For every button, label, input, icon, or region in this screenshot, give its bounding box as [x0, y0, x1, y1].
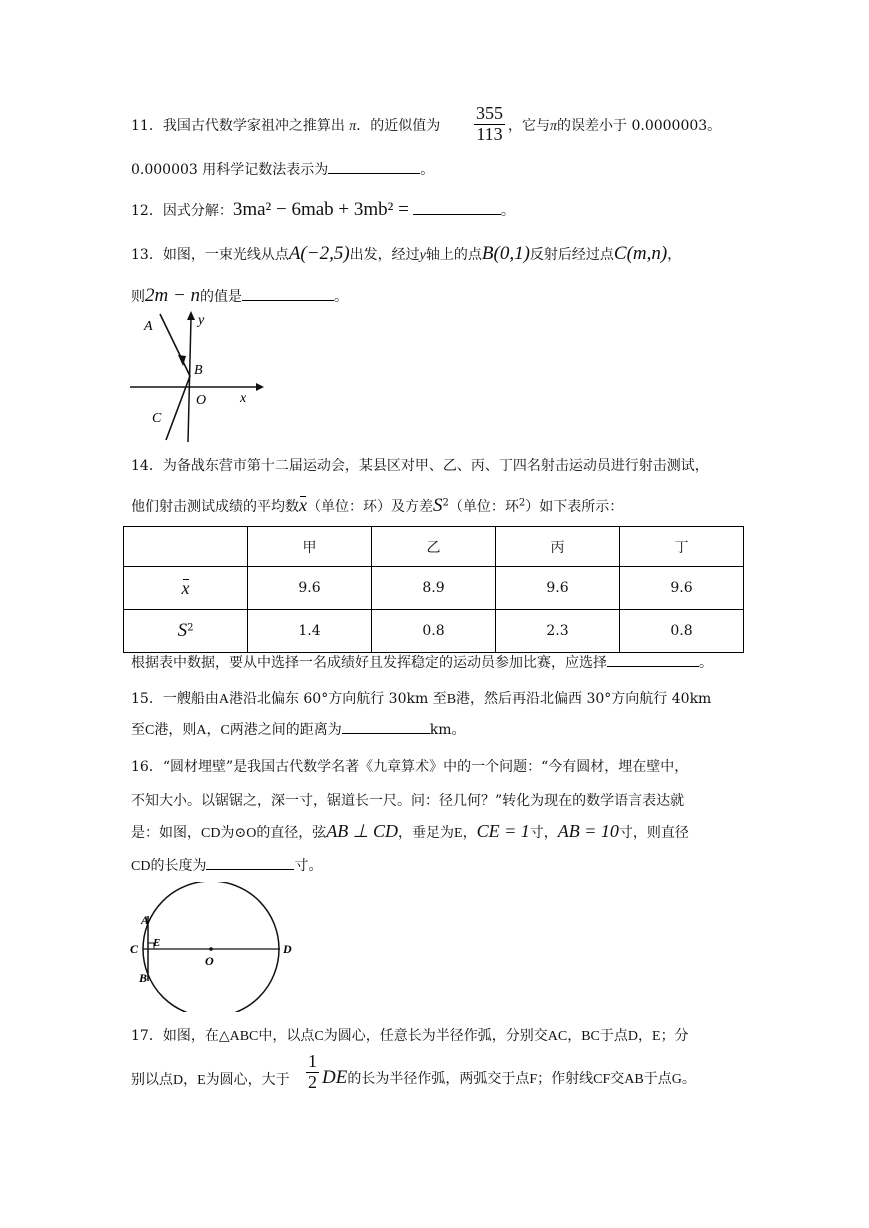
q17-line2-c: 的长为半径作弧，两弧交于点: [347, 1071, 530, 1087]
q16-text-3b: 为⊙: [220, 825, 247, 841]
q15-line2: [131, 719, 466, 739]
fig-label-b: B: [194, 363, 203, 378]
q17-g: G: [671, 1072, 682, 1087]
fig-label-c: C: [130, 942, 139, 956]
q14-text-2a: 他们射击测试成绩的平均数: [131, 499, 299, 515]
q16-text-3a: 是：如图，: [131, 825, 201, 841]
q11-pi-2: π: [550, 119, 558, 134]
q16-text-3f: 寸，: [529, 825, 558, 841]
q12-end: 。: [500, 203, 515, 219]
q17-line2-d: ；作射线: [537, 1071, 594, 1087]
q11-line2-end: 。: [420, 162, 435, 178]
q17-half-den: 2: [308, 1071, 317, 1092]
q13-expression: 2m − n: [145, 285, 201, 306]
q14-after: [131, 652, 713, 672]
q17-line2-f: 于点: [643, 1071, 672, 1087]
q13-end: 。: [334, 289, 349, 305]
table-cell: 0.8: [372, 610, 496, 653]
table-header-row: [124, 527, 744, 567]
ray-a-b: [160, 314, 190, 376]
q17-line2: [131, 1069, 290, 1089]
q16-text-3e: ，: [462, 825, 477, 841]
q15-answer-blank[interactable]: [342, 719, 430, 734]
q17-line2-e: 交: [610, 1071, 625, 1087]
table-header-bing: 丙: [496, 527, 620, 567]
fig-label-a: A: [141, 913, 150, 927]
q16-cd: CD: [201, 826, 221, 841]
q15-a: A: [218, 692, 229, 707]
q11-pi: π: [349, 119, 357, 134]
q16-line2: [131, 790, 684, 810]
q11-line1: [131, 115, 440, 135]
q17-line2-rest: [322, 1067, 696, 1089]
x-arrow-icon: [256, 383, 264, 391]
q17-de-points: D，E: [173, 1073, 206, 1088]
q17-text-d: ，: [567, 1028, 582, 1044]
q15-text-a: 15．一艘船由: [131, 691, 219, 707]
q13-text-a: 13．如图，一束光线从点: [131, 247, 289, 263]
mean-symbol: x: [181, 577, 190, 598]
q15-line2-end: km。: [429, 722, 466, 738]
q11-frac-denominator: 113: [476, 123, 503, 144]
table-cell: 9.6: [620, 567, 744, 610]
y-arrow-icon: [187, 311, 195, 320]
q11-answer-blank[interactable]: [328, 159, 420, 174]
q14-variance-symbol: S: [433, 495, 443, 516]
q15-line1: [131, 688, 711, 708]
q12-answer-blank[interactable]: [413, 200, 501, 215]
q17-line1: [131, 1025, 689, 1045]
q17-e: E: [652, 1029, 661, 1044]
fig-label-o: O: [205, 954, 214, 968]
q17-c: C: [314, 1029, 324, 1044]
q14-after-text: 根据表中数据，要从中选择一名成绩好且发挥稳定的运动员参加比赛，应选择: [131, 655, 607, 671]
q14-text-2b: （单位：环）及方差: [307, 499, 433, 515]
q14-text-1: 14．为备战东营市第十二届运动会，某县区对甲、乙、丙、丁四名射击运动员进行射击测试，: [131, 458, 709, 474]
table-row: [124, 567, 744, 610]
q14-line2: [131, 495, 623, 517]
circle-o: [143, 882, 279, 1012]
q11-text-a: 11．我国古代数学家祖冲之推算出: [131, 118, 350, 134]
q17-de: DE: [322, 1067, 348, 1088]
center-dot: [209, 947, 213, 951]
q11-line1-end: [508, 115, 721, 135]
q17-ab: AB: [624, 1072, 644, 1087]
q17-half-num: 1: [308, 1051, 317, 1071]
q13-text-e: ，: [667, 247, 682, 263]
q17-text-b: 中，以点: [258, 1028, 315, 1044]
table-cell: 0.8: [620, 610, 744, 653]
q13-text-c: 轴上的点: [425, 247, 482, 263]
q16-text-3c: 的直径，弦: [256, 825, 327, 841]
table-cell: 2.3: [496, 610, 620, 653]
q11-line2: [131, 159, 434, 179]
q13-y-axis: y: [419, 248, 426, 263]
fig-label-e: E: [153, 937, 161, 949]
q14-unit-exp: 2: [518, 497, 526, 509]
q15-line2-b: 港，则: [154, 722, 197, 738]
q13-line1: [131, 243, 681, 265]
q16-text-2: 不知大小。以锯锯之，深一寸，锯道长一尺。问：径几何？”转化为现在的数学语言表达就: [131, 793, 685, 809]
q13-point-c: C(m,n): [613, 243, 668, 264]
q16-line4: [131, 855, 322, 875]
fig-label-x: x: [240, 391, 247, 406]
fig-label-d: D: [283, 942, 292, 956]
q14-end: 。: [699, 655, 713, 671]
variance-symbol: S: [177, 620, 188, 641]
q16-cd-2: CD: [131, 859, 151, 874]
q17-text-e: 于点: [599, 1028, 628, 1044]
q17-half-fraction: [306, 1052, 319, 1093]
q14-text-2c: （单位：环: [448, 499, 519, 515]
q16-e: E: [454, 826, 463, 841]
q15-b: B: [446, 692, 457, 707]
q16-o: O: [246, 826, 257, 841]
q17-abc: ABC: [229, 1029, 259, 1044]
table-row-label-mean: [124, 567, 248, 610]
q16-text-4-end: 寸。: [294, 858, 323, 874]
q12-prefix: 12．因式分解：: [131, 203, 233, 219]
table-header-yi: 乙: [372, 527, 496, 567]
q17-line2-a: 别以点: [131, 1072, 173, 1088]
q16-line1: [131, 756, 688, 776]
q11-fraction: [474, 104, 505, 145]
fig-label-a: A: [144, 319, 153, 334]
table-header-jia: 甲: [248, 527, 372, 567]
q17-text-a: 17．如图，在△: [131, 1028, 230, 1044]
q13-point-b: B(0,1): [481, 243, 530, 264]
q17-bc: BC: [581, 1029, 600, 1044]
q13-text-d: 反射后经过点: [529, 247, 614, 263]
q13-answer-blank[interactable]: [242, 286, 334, 301]
q16-ab-perp-cd: AB ⊥ CD: [326, 821, 398, 841]
table-row: [124, 610, 744, 653]
q14-table: [123, 526, 744, 653]
fig-label-o: O: [196, 393, 207, 408]
q17-text-c: 为圆心，任意长为半径作弧，分别交: [323, 1028, 548, 1044]
q17-d: D: [627, 1029, 638, 1044]
q14-variance-exp: 2: [442, 497, 449, 509]
q16-text-3d: ，垂足为: [398, 825, 454, 841]
q15-c: C: [145, 723, 155, 738]
q14-mean-symbol: x: [299, 495, 307, 515]
table-header-empty: [124, 527, 248, 567]
q16-ab-10: AB = 10: [557, 821, 619, 841]
q11-frac-numerator: 355: [476, 103, 503, 123]
q12-line: [131, 199, 515, 221]
variance-exp: 2: [187, 622, 194, 634]
q15-text-c: 港，然后再沿北偏西 30°方向航行 40km: [456, 691, 712, 707]
table-cell: 1.4: [248, 610, 372, 653]
q17-line2-g: 。: [681, 1071, 696, 1087]
q13-figure: [128, 310, 268, 445]
q15-line2-a: 至: [131, 722, 145, 738]
q16-text-1: 16．“圆材埋壁”是我国古代数学名著《九章算术》中的一个问题：“今有圆材，埋在壁中，: [131, 759, 689, 775]
table-header-ding: 丁: [620, 527, 744, 567]
table-cell: 9.6: [248, 567, 372, 610]
q13-text-b: 出发，经过: [349, 247, 420, 263]
q17-ac: AC: [547, 1029, 568, 1044]
q17-text-g: ；分: [660, 1028, 689, 1044]
q15-text-b: 港沿北偏东 60°方向航行 30km 至: [228, 691, 447, 707]
q16-text-4b: 的长度为: [150, 858, 207, 874]
q16-answer-blank[interactable]: [206, 855, 294, 870]
q16-line3: [131, 821, 689, 842]
q12-expression: 3ma² − 6mab + 3mb² =: [232, 199, 409, 220]
table-cell: 8.9: [372, 567, 496, 610]
q11-text-c: ，它与: [508, 118, 550, 134]
q17-cf: CF: [593, 1072, 611, 1087]
q15-ac: A，C: [196, 723, 230, 738]
q17-f: F: [529, 1072, 538, 1087]
fig-label-b: B: [139, 971, 148, 985]
fig-label-c: C: [152, 411, 162, 426]
q16-text-3g: 寸，则直径: [618, 825, 689, 841]
fig-label-y: y: [198, 313, 205, 328]
q14-line1: [131, 455, 709, 475]
q13-point-a: A(−2,5): [288, 243, 350, 264]
q11-text-d: 的误差小于 0.0000003。: [557, 118, 722, 134]
q17-text-f: ，: [638, 1028, 652, 1044]
q17-line2-b: 为圆心，大于: [205, 1072, 290, 1088]
q14-answer-blank[interactable]: [607, 652, 699, 667]
table-cell: 9.6: [496, 567, 620, 610]
q13-line2-text-a: 则: [131, 289, 145, 305]
q11-text-b: ．的近似值为: [356, 118, 441, 134]
q11-line2-text: 0.000003 用科学记数法表示为: [131, 162, 329, 178]
q16-ce-1: CE = 1: [476, 821, 530, 841]
ray-b-c: [166, 376, 190, 440]
q16-figure: [128, 882, 298, 1012]
q13-line2-text-b: 的值是: [200, 289, 243, 305]
q15-line2-c: 两港之间的距离为: [229, 722, 342, 738]
q14-text-2d: ）如下表所示：: [525, 499, 624, 515]
q13-line2: [131, 285, 348, 307]
table-row-label-variance: [124, 610, 248, 653]
